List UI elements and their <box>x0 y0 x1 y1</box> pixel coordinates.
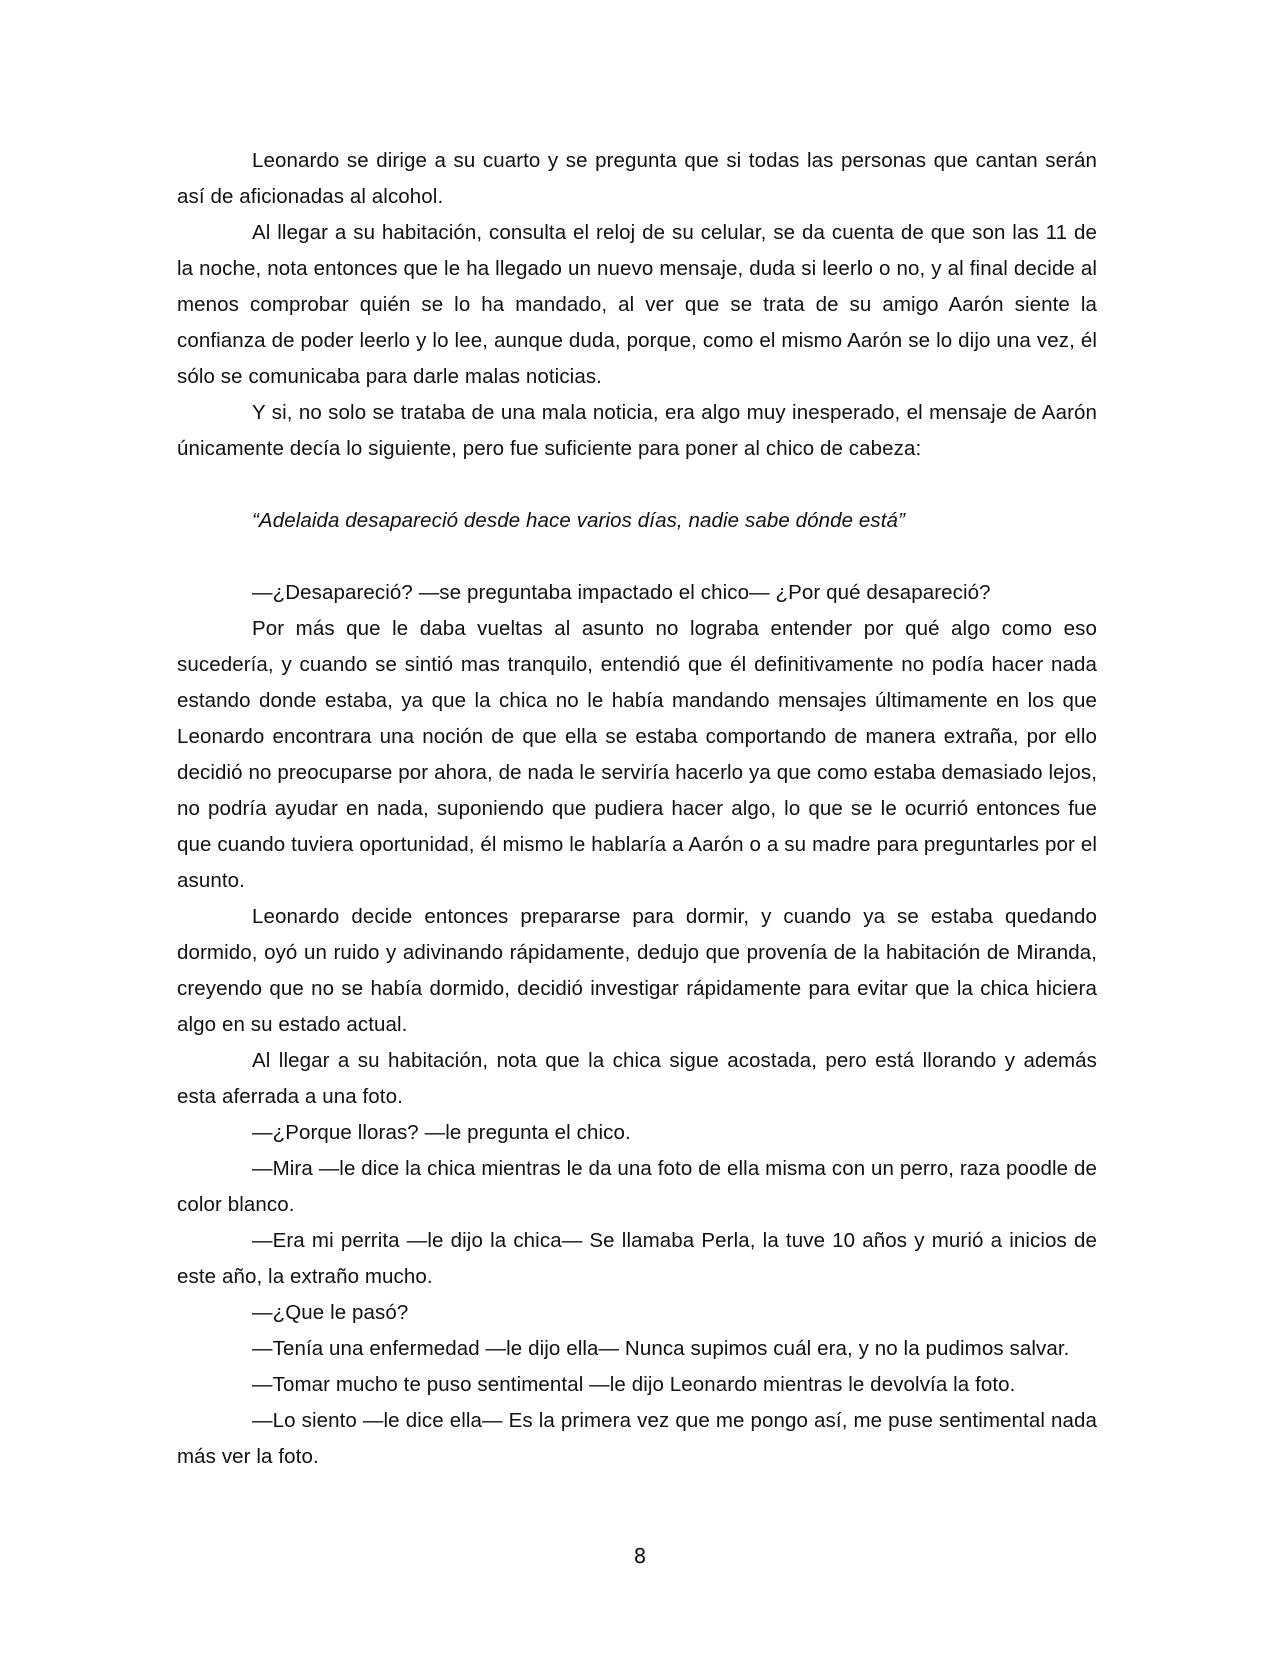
paragraph: Por más que le daba vueltas al asunto no lograba entender por qué algo como eso sucedería, y cuando se sintió mas tranquilo, entendió que él definitivamente no podía hacer nada estando donde estaba, ya que la chica no le había mandando mensajes últimamente en los que Leonardo encontrara una noción de que ella se estaba comportando de manera extraña, por ello decidió no preocuparse por ahora, de nada le serviría hacerlo ya que como estaba demasiado lejos, no podría ayudar en nada, suponiendo que pudiera hacer algo, lo que se le ocurrió entonces fue que cuando tuviera oportunidad, él mismo le hablaría a Aarón o a su madre para preguntarles por el asunto. <box>177 617 1097 892</box>
page-number: 8 <box>633 1544 647 1568</box>
dialogue-line: —Era mi perrita —le dijo la chica— Se llamaba Perla, la tuve 10 años y murió a inicios de este año, la extraño mucho. <box>177 1229 1097 1288</box>
dialogue-line: —Tenía una enfermedad —le dijo ella— Nunca supimos cuál era, y no la pudimos salvar. <box>252 1337 1070 1360</box>
paragraph: Al llegar a su habitación, nota que la chica sigue acostada, pero está llorando y además esta aferrada a una foto. <box>177 1049 1097 1108</box>
dialogue-line: —Mira —le dice la chica mientras le da una foto de ella misma con un perro, raza poodle de color blanco. <box>177 1157 1097 1216</box>
dialogue-line: —¿Desapareció? —se preguntaba impactado el chico— ¿Por qué desapareció? <box>252 581 991 604</box>
dialogue-line: —Lo siento —le dice ella— Es la primera vez que me pongo así, me puse sentimental nada más ver la foto. <box>177 1409 1097 1468</box>
dialogue-line: —¿Que le pasó? <box>252 1301 409 1324</box>
paragraph: Leonardo se dirige a su cuarto y se pregunta que si todas las personas que cantan serán así de aficionadas al alcohol. <box>177 149 1097 208</box>
dialogue-line: —¿Porque lloras? —le pregunta el chico. <box>252 1121 631 1144</box>
paragraph: Leonardo decide entonces prepararse para dormir, y cuando ya se estaba quedando dormido, oyó un ruido y adivinando rápidamente, dedujo que provenía de la habitación de Miranda, creyendo que no se había dormido, decidió investigar rápidamente para evitar que la chica hiciera algo en su estado actual. <box>177 905 1097 1036</box>
page-body <box>177 143 1097 1475</box>
paragraph: Al llegar a su habitación, consulta el reloj de su celular, se da cuenta de que son las 11 de la noche, nota entonces que le ha llegado un nuevo mensaje, duda si leerlo o no, y al final decide al menos comprobar quién se lo ha mandado, al ver que se trata de su amigo Aarón siente la confianza de poder leerlo y lo lee, aunque duda, porque, como el mismo Aarón se lo dijo una vez, él sólo se comunicaba para darle malas noticias. <box>177 221 1097 388</box>
paragraph: Y si, no solo se trataba de una mala noticia, era algo muy inesperado, el mensaje de Aarón únicamente decía lo siguiente, pero fue suficiente para poner al chico de cabeza: <box>177 401 1097 460</box>
dialogue-line: —Tomar mucho te puso sentimental —le dijo Leonardo mientras le devolvía la foto. <box>252 1373 1016 1396</box>
message-quote: “Adelaida desapareció desde hace varios días, nadie sabe dónde está” <box>252 509 905 532</box>
